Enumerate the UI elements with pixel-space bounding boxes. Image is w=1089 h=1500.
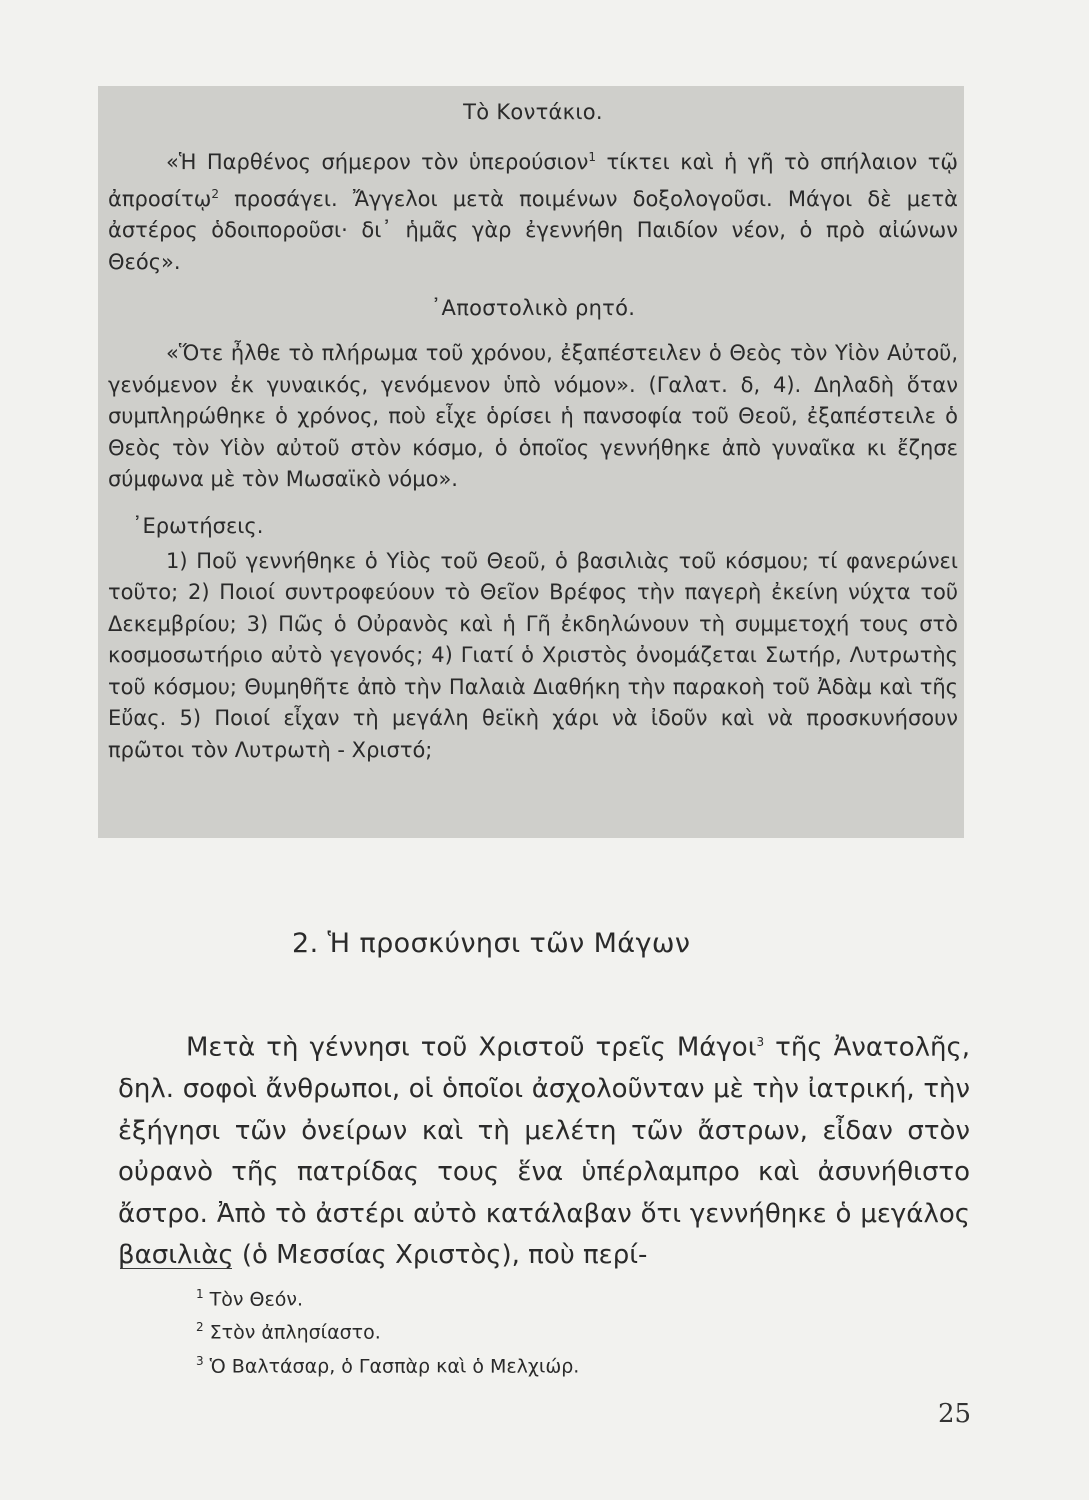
kontakio-title: Τὸ Κοντάκιο. [463,100,603,124]
questions-text: 1) Ποῦ γεννήθηκε ὁ Υἱὸς τοῦ Θεοῦ, ὁ βασιλιὰς τοῦ κόσμου; τί φανερώνει τοῦτο; 2) Ποιοί συντροφεύουν τὸ Θεῖον Βρέφος τὴν παγερὴ ἐκείνη νύχτα τοῦ Δεκεμβρίου; 3) Πῶς ὁ Οὐρανὸς καὶ ἡ Γῆ ἐκδηλώνουν τὴ συμμετοχή τους στὸ κοσμοσωτήριο αὐτὸ γεγονός; 4) Γιατί ὁ Χριστὸς ὀνομάζεται Σωτήρ, Λυτρωτὴς τοῦ κόσμου; Θυμηθῆτε ἀπὸ τὴν Παλαιὰ Διαθήκη τὴν παρακοὴ τοῦ Ἀδὰμ καὶ τῆς Εὔας. 5) Ποιοί εἶχαν τὴ μεγάλη θεϊκὴ χάρι νὰ ἰδοῦν καὶ νὰ προσκυνήσουν πρῶτοι τὸν Λυτρωτὴ - Χριστό; [108,548,958,762]
footnote-1 [196,1280,579,1313]
kontakio-text-b: τίκτει καὶ ἡ γῆ τὸ σπήλαιον τῷ ἀπροσίτῳ [108,150,959,211]
footnotes [196,1280,579,1380]
kontakio-text-c: προσάγει. Ἄγγελοι μετὰ ποιμένων δοξολογοῦσι. Μάγοι δὲ μετὰ ἀστέρος ὁδοιποροῦσι· δι᾿ ἡμᾶς γὰρ ἐγεννήθη Παιδίον νέον, ὁ πρὸ αἰώνων Θεός». [108,186,958,274]
section-text [118,1022,970,1277]
footnote-number: 3 [196,1353,204,1368]
footnote-ref-2: 2 [211,186,219,201]
section-title: 2. Ἡ προσκύνησι τῶν Μάγων [292,928,691,959]
footnote-number: 2 [196,1320,204,1335]
footnote-text: Ὁ Βαλτάσαρ, ὁ Γασπὰρ καὶ ὁ Μελχιώρ. [209,1354,580,1377]
footnote-divider [120,1268,232,1269]
footnote-ref-3: 3 [756,1035,765,1049]
footnote-number: 1 [196,1287,204,1301]
kontakio-text-a: «Ἡ Παρθένος σήμερον τὸν ὑπερούσιον [166,150,589,174]
footnote-text: Τὸν Θεόν. [209,1288,304,1311]
shaded-box-content [108,96,958,766]
footnote-ref-1: 1 [588,150,597,164]
questions-title: ᾿Ερωτήσεις. [132,513,264,538]
footnote-text: Στὸν ἀπλησίαστο. [209,1321,381,1344]
page-number: 25 [938,1399,972,1429]
kontakio-text [108,142,958,278]
section-text-b: τῆς Ἀνατολῆς, δηλ. σοφοὶ ἄνθρωποι, οἱ ὁποῖοι ἀσχολοῦνταν μὲ τὴν ἰατρική, τὴν ἐξήγησι τῶν ὀνείρων καὶ τὴ μελέτη τῶν ἄστρων, εἶδαν στὸν οὐρανὸ τῆς πατρίδας τους ἕνα ὑπέρλαμπρο καὶ ἀσυνήθιστο ἄστρο. Ἀπὸ τὸ ἀστέρι αὐτὸ κατάλαβαν ὅτι γεννήθηκε ὁ μεγάλος βασιλιὰς (ὁ Μεσσίας Χριστὸς), ποὺ περί- [118,1032,970,1271]
section-text-a: Μετὰ τὴ γέννησι τοῦ Χριστοῦ τρεῖς Μάγοι [186,1032,757,1063]
footnote-2 [196,1313,579,1346]
footnote-3 [196,1347,579,1380]
apostolic-title: ᾿Αποστολικὸ ρητό. [430,296,636,320]
apostolic-text: «Ὅτε ἦλθε τὸ πλήρωμα τοῦ χρόνου, ἐξαπέστειλεν ὁ Θεὸς τὸν Υἱὸν Αὐτοῦ, γενόμενον ἐκ γυναικός, γενόμενον ὑπὸ νόμον». (Γαλατ. δ, 4). Δηλαδὴ ὅταν συμπληρώθηκε ὁ χρόνος, ποὺ εἶχε ὁρίσει ἡ πανσοφία τοῦ Θεοῦ, ἐξαπέστειλε ὁ Θεὸς τὸν Υἱὸν αὐτοῦ στὸν κόσμο, ὁ ὁποῖος γεννήθηκε ἀπὸ γυναῖκα κι ἔζησε σύμφωνα μὲ τὸν Μωσαϊκὸ νόμο». [108,341,958,491]
